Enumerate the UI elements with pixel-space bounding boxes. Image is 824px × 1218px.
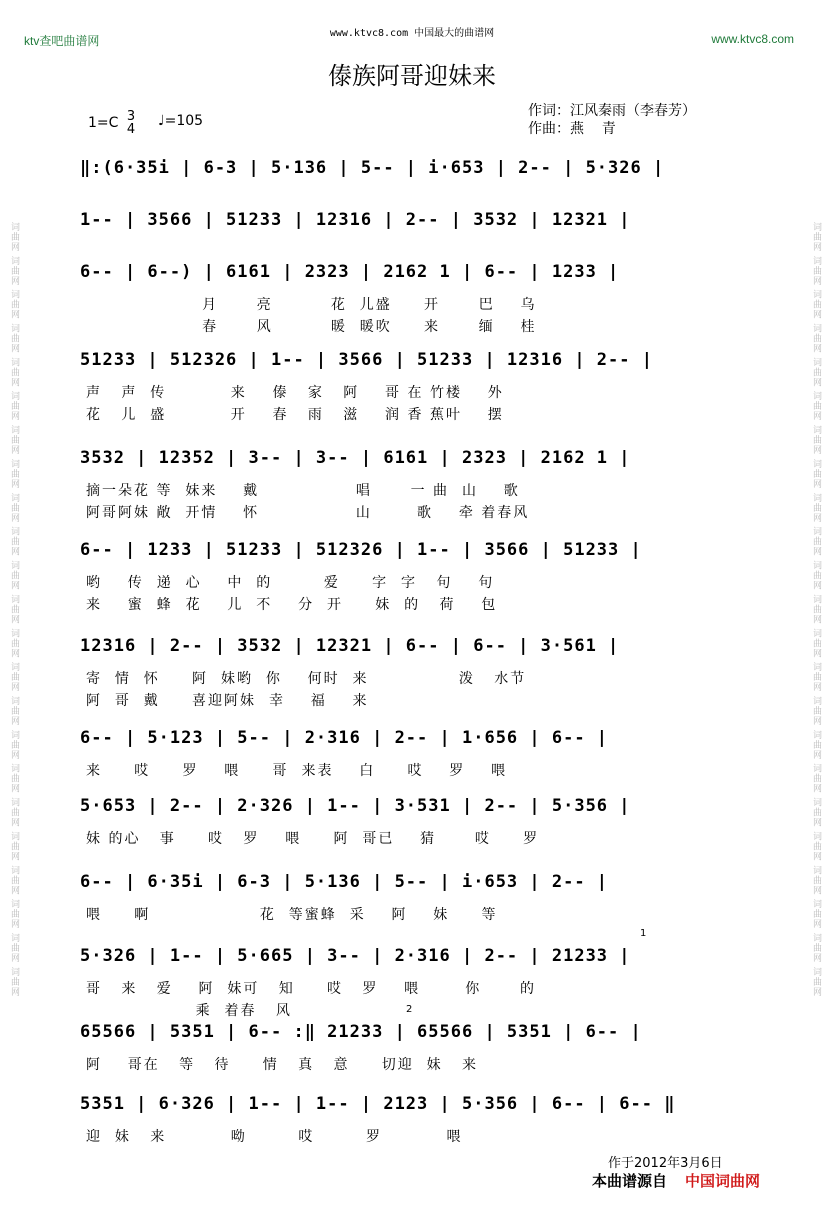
time-signature (127, 110, 135, 136)
source-label: 本曲谱源自 (592, 1172, 668, 1190)
lyric-line: 摘一朵花 等 妹来 戴 唱 一 曲 山 歌 (86, 483, 520, 499)
lyric-line: 阿哥阿妹 敞 开情 怀 山 歌 牵 着春风 (86, 505, 530, 521)
right-watermark: 词曲网 词曲网 词曲网 词曲网 词曲网 词曲网 词曲网 词曲网 词曲网 词曲网 词曲网 词曲网 词曲网 词曲网 词曲网 词曲网 词曲网 词曲网 词曲网 词曲网 词曲网 词曲网 词曲网 (811, 221, 821, 997)
score-row (80, 1022, 740, 1073)
lyric-line: 春 风 暖 暖吹 来 缅 桂 (86, 319, 537, 335)
time-bottom: 4 (126, 122, 136, 137)
notes-line: 5·326 | 1-- | 5·665 | 3-- | 2·316 | 2-- | 21233 | (80, 946, 631, 966)
credits (528, 102, 696, 138)
notes-line: 51233 | 512326 | 1-- | 3566 | 51233 | 12316 | 2-- | (80, 350, 653, 370)
composition-date: 作于2012年3月6日 (608, 1156, 723, 1171)
notes-line: 5351 | 6·326 | 1-- | 1-- | 2123 | 5·356 | 6-- | 6-- ‖ (80, 1094, 676, 1114)
volta-2: 2 (406, 1004, 413, 1015)
score-row (80, 636, 740, 709)
left-watermark: 词曲网 词曲网 词曲网 词曲网 词曲网 词曲网 词曲网 词曲网 词曲网 词曲网 词曲网 词曲网 词曲网 词曲网 词曲网 词曲网 词曲网 词曲网 词曲网 词曲网 词曲网 词曲网 词曲网 (9, 221, 19, 997)
lyric-line: 阿 哥 戴 喜迎阿妹 幸 福 来 (86, 693, 369, 709)
source-credit (592, 1170, 760, 1191)
score-row (80, 262, 740, 335)
lyric-line: 阿 哥在 等 待 情 真 意 切迎 妹 来 (86, 1057, 478, 1073)
lyric-line: 哟 传 递 心 中 的 爱 字 字 句 句 (86, 575, 495, 591)
notes-line: 65566 | 5351 | 6-- :‖ 21233 | 65566 | 5351 | 6-- | (80, 1022, 642, 1042)
lyric-line: 花 儿 盛 开 春 雨 滋 润 香 蕉叶 摆 (86, 407, 504, 423)
score-row (80, 796, 740, 847)
score-row (80, 1094, 740, 1145)
score-row (80, 946, 740, 1019)
score-row (80, 210, 740, 230)
notes-line: 6-- | 6--) | 6161 | 2323 | 2162 1 | 6-- | 1233 | (80, 262, 620, 282)
score-row (80, 540, 740, 613)
lyric-line: 月 亮 花 儿盛 开 巴 乌 (86, 297, 537, 313)
notes-line: 12316 | 2-- | 3532 | 12321 | 6-- | 6-- | 3·561 | (80, 636, 620, 656)
notes-line: 6-- | 6·35i | 6-3 | 5·136 | 5-- | i·653 | 2-- | (80, 872, 609, 892)
score-row (80, 872, 740, 923)
lyric-line: 寄 情 怀 阿 妹哟 你 何时 来 泼 水节 (86, 671, 527, 687)
key-signature (88, 110, 139, 136)
lyric-line: 来 蜜 蜂 花 儿 不 分 开 妹 的 荷 包 (86, 597, 498, 613)
notes-line: 1-- | 3566 | 51233 | 12316 | 2-- | 3532 | 12321 | (80, 210, 631, 230)
lyric-line: 来 哎 罗 喂 哥 来表 白 哎 罗 喂 (86, 763, 508, 779)
lyricist: 作词：江风秦雨（李春芳） (528, 103, 696, 119)
lyric-line: 声 声 传 来 傣 家 阿 哥 在 竹楼 外 (86, 385, 504, 401)
score-row (80, 350, 740, 423)
song-title: 傣族阿哥迎妹来 (328, 62, 496, 90)
lyric-line: 喂 啊 花 等蜜蜂 采 阿 妹 等 (86, 907, 498, 923)
score-row (80, 728, 740, 779)
notes-line: 5·653 | 2-- | 2·326 | 1-- | 3·531 | 2-- | 5·356 | (80, 796, 631, 816)
notes-line: 6-- | 1233 | 51233 | 512326 | 1-- | 3566 | 51233 | (80, 540, 642, 560)
lyric-line: 乘 着春 风 (86, 1003, 292, 1019)
lyric-line: 迎 妹 来 呦 哎 罗 喂 (86, 1129, 463, 1145)
composer: 作曲：燕 青 (528, 121, 616, 137)
site-banner: www.ktvc8.com 中国最大的曲谱网 (329, 28, 495, 39)
site-name-left[interactable]: ktv查吧曲谱网 (24, 34, 100, 48)
notes-line: ‖:(6·35i | 6-3 | 5·136 | 5-- | i·653 | 2-- | 5·326 | (80, 158, 665, 178)
lyric-line: 哥 来 爱 阿 妹可 知 哎 罗 喂 你 的 (86, 981, 537, 997)
time-top: 3 (126, 109, 136, 124)
volta-1: 1 (640, 928, 647, 939)
source-site[interactable]: 中国词曲网 (685, 1172, 761, 1190)
notes-line: 3532 | 12352 | 3-- | 3-- | 6161 | 2323 | 2162 1 | (80, 448, 631, 468)
site-url-right[interactable]: www.ktvc8.com (711, 32, 794, 46)
lyric-line: 妹 的心 事 哎 罗 喂 阿 哥已 猜 哎 罗 (86, 831, 540, 847)
tempo-marking: ♩=105 (158, 113, 204, 129)
notes-line: 6-- | 5·123 | 5-- | 2·316 | 2-- | 1·656 | 6-- | (80, 728, 609, 748)
score-row (80, 448, 740, 521)
key-label: 1=C (88, 115, 119, 131)
score-row (80, 158, 740, 178)
